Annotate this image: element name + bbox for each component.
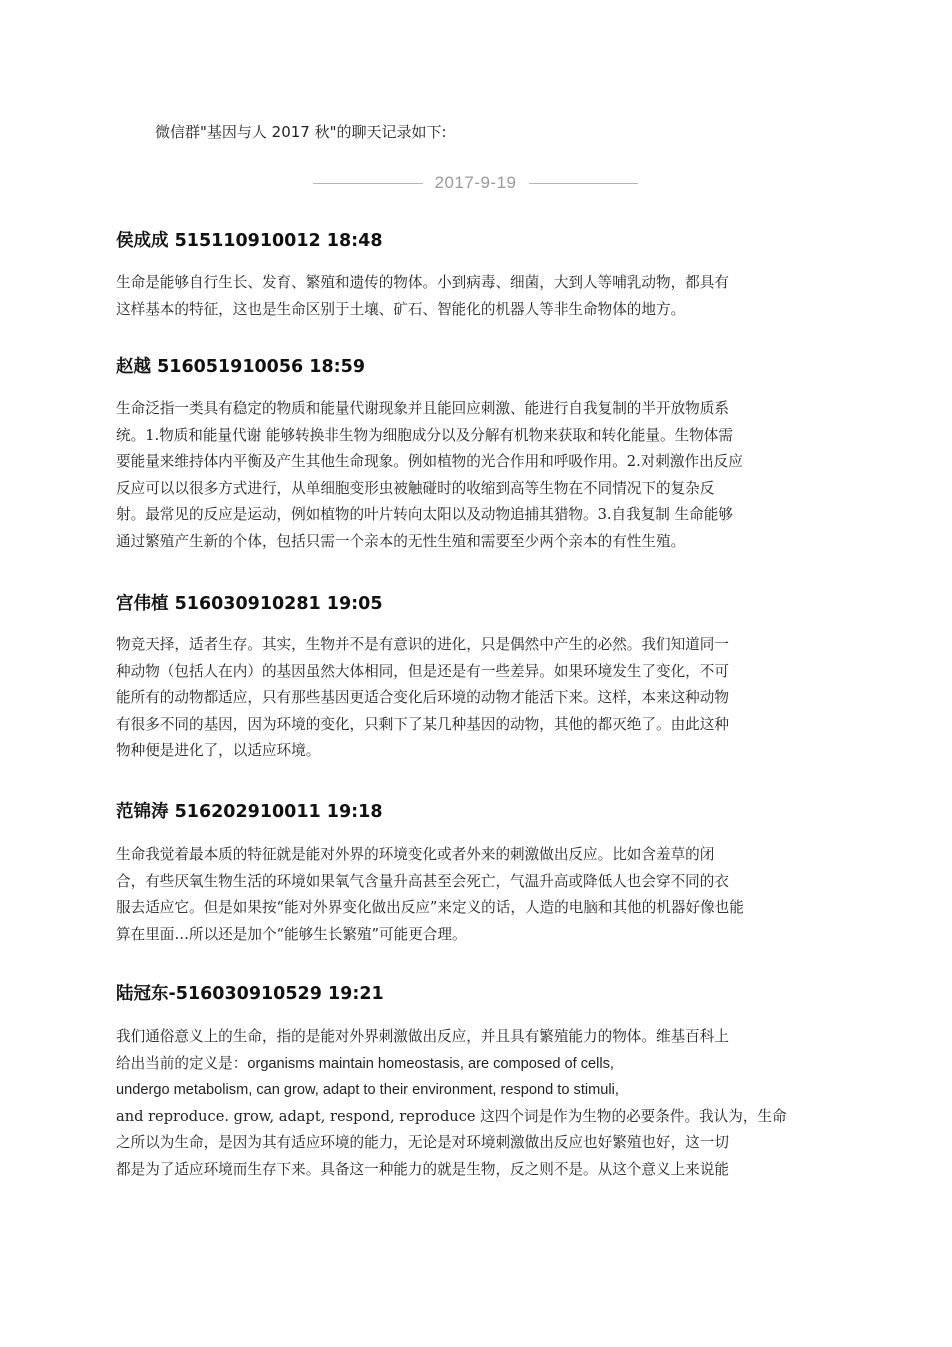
message-line: 物种便是进化了，以适应环境。: [116, 742, 321, 759]
message-line: 通过繁殖产生新的个体，包括只需一个亲本的无性生殖和需要至少两个亲本的有性生殖。: [116, 532, 686, 550]
message-body: [116, 842, 838, 948]
message-line: 生命是能够自行生长、发育、繁殖和遗传的物体。小到病毒、细菌，大到人等哺乳动物，都具有: [116, 274, 729, 291]
message-line: 这样基本的特征，这也是生命区别于土壤、矿石、智能化的机器人等非生命物体的地方。: [116, 300, 686, 318]
message-line: 生命泛指一类具有稳定的物质和能量代谢现象并且能回应刺激、能进行自我复制的半开放物质系: [116, 400, 729, 417]
message-body: [116, 270, 838, 323]
message-line: 反应可以以很多方式进行，从单细胞变形虫被触碰时的收缩到高等生物在不同情况下的复杂反: [116, 479, 715, 497]
message-line: 统。1.物质和能量代谢 能够转换非生物为细胞成分以及分解有机物来获取和转化能量。生物体需: [116, 426, 733, 444]
message-body: [116, 1024, 838, 1183]
divider-rule-left: [313, 183, 423, 184]
message-line: 算在里面…所以还是加个“能够生长繁殖”可能更合理。: [116, 925, 467, 943]
date-label: 2017-9-19: [434, 173, 517, 192]
message-line: 要能量来维持体内平衡及产生其他生命现象。例如植物的光合作用和呼吸作用。2.对刺激作出反应: [116, 453, 743, 470]
divider-rule-right: [529, 183, 639, 184]
date-divider: [313, 171, 638, 195]
message-body: [116, 396, 838, 555]
message-header: 陆冠东-516030910529 19:21: [116, 984, 384, 1004]
message-line: 射。最常见的反应是运动，例如植物的叶片转向太阳以及动物追捕其猎物。3.自我复制 生命能够: [116, 506, 733, 523]
message-line: 服去适应它。但是如果按“能对外界变化做出反应”来定义的话，人造的电脑和其他的机器好像也能: [116, 899, 744, 916]
message-header: 侯成成 515110910012 18:48: [116, 231, 383, 251]
message-header: 赵越 516051910056 18:59: [116, 357, 366, 377]
message-line: and reproduce. grow, adapt, respond, reproduce 这四个词是作为生物的必要条件。我认为，生命: [116, 1107, 787, 1125]
message-line: 生命我觉着最本质的特征就是能对外界的环境变化或者外来的刺激做出反应。比如含羞草的闭: [116, 846, 715, 863]
message-header: 范锦涛 516202910011 19:18: [116, 802, 383, 822]
message-line: 之所以为生命，是因为其有适应环境的能力，无论是对环境刺激做出反应也好繁殖也好，这一切: [116, 1134, 729, 1151]
message-line: 合，有些厌氧生物生活的环境如果氧气含量升高甚至会死亡，气温升高或降低人也会穿不同的衣: [116, 872, 729, 890]
message-line: undergo metabolism, can grow, adapt to their environment, respond to stimuli,: [116, 1082, 619, 1098]
message-body: [116, 632, 838, 765]
message-line: 我们通俗意义上的生命，指的是能对外界刺激做出反应，并且具有繁殖能力的物体。维基百科上: [116, 1028, 729, 1045]
intro-text: 微信群"基因与人 2017 秋"的聊天记录如下:: [155, 123, 447, 141]
message-line: 种动物（包括人在内）的基因虽然大体相同，但是还是有一些差异。如果环境发生了变化，不可: [116, 662, 729, 680]
message-line: 给出当前的定义是：organisms maintain homeostasis, are composed of cells,: [116, 1055, 614, 1072]
message-line: 有很多不同的基因，因为环境的变化，只剩下了某几种基因的动物，其他的都灭绝了。由此这种: [116, 715, 729, 733]
message-line: 能所有的动物都适应，只有那些基因更适合变化后环境的动物才能活下来。这样，本来这种动物: [116, 689, 729, 706]
message-line: 物竞天择，适者生存。其实，生物并不是有意识的进化，只是偶然中产生的必然。我们知道同一: [116, 636, 729, 653]
message-line: 都是为了适应环境而生存下来。具备这一种能力的就是生物，反之则不是。从这个意义上来说能: [116, 1160, 729, 1178]
message-header: 宫伟植 516030910281 19:05: [116, 594, 383, 614]
